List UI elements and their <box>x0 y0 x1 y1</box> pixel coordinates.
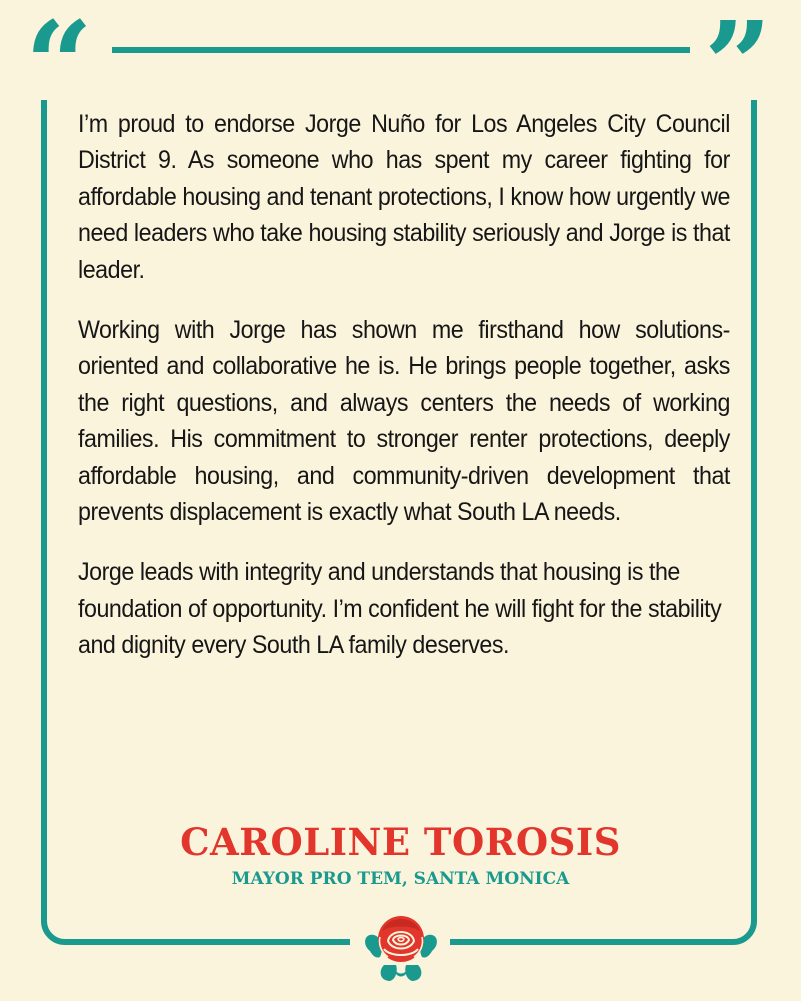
paragraph-1: I’m proud to endorse Jorge Nuño for Los Angeles City Council District 9. As someone who has spent my career fighting for affordable housing and tenant protections, I know how urgently we need leaders who take housing stability seriously and Jorge is that leader. <box>78 110 730 284</box>
paragraph-3: Jorge leads with integrity and understands that housing is the foundation of opportunity. I’m confident he will fight for the stability and dignity every South LA family deserves. <box>78 558 722 660</box>
endorser-name: CAROLINE TOROSIS <box>180 820 621 864</box>
rose-icon <box>360 905 442 987</box>
paragraph-2: Working with Jorge has shown me firsthand how solutions-oriented and collaborative he is. He brings people together, asks the right questions, and always centers the needs of working families. His commitment to stronger renter protections, deeply affordable housing, and community-driven development that prevents displacement is exactly what South LA needs. <box>78 316 730 527</box>
open-quote-icon: “ <box>25 0 93 134</box>
endorser-title: MAYOR PRO TEM, SANTA MONICA <box>231 869 570 889</box>
endorsement-text <box>78 106 730 688</box>
close-quote-icon: ” <box>704 0 772 134</box>
